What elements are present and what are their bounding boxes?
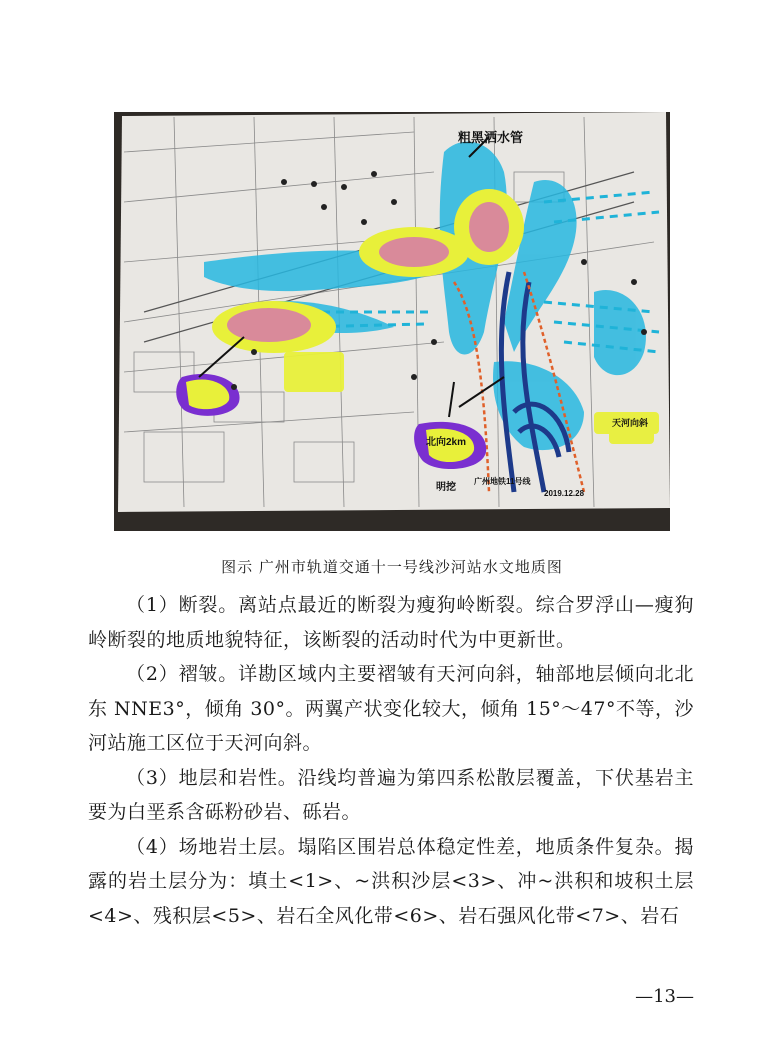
paragraph-strata: （3）地层和岩性。沿线均普遍为第四系松散层覆盖，下伏基岩主要为白垩系含砾粉砂岩、砾岩。 xyxy=(88,766,694,823)
figure-caption: 图示 广州市轨道交通十一号线沙河站水文地质图 xyxy=(221,558,563,576)
page-number: —13— xyxy=(635,986,694,1007)
note-line: 广州地铁11号线 xyxy=(474,477,531,486)
body-text xyxy=(88,588,694,933)
hydrogeological-map-photo xyxy=(114,112,670,531)
paragraph-soil-layers: （4）场地岩土层。塌陷区围岩总体稳定性差，地质条件复杂。揭露的岩土层分为：填土<1>、~洪积沙层<3>、冲~洪积和坡积土层<4>、残积层<5>、岩石全风化带<6>、岩石强风化带<7>、岩石 xyxy=(88,835,694,927)
paragraph-fold: （2）褶皱。详勘区域内主要褶皱有天河向斜，轴部地层倾向北北东 NNE3°，倾角 30°。两翼产状变化较大，倾角 15°～47°不等，沙河站施工区位于天河向斜。 xyxy=(88,663,694,754)
note-syncline: 天河向斜 xyxy=(612,418,649,428)
note-top: 粗黑洒水管 xyxy=(458,130,524,145)
note-date: 2019.12.28 xyxy=(544,489,585,498)
paragraph-fault: （1）断裂。离站点最近的断裂为瘦狗岭断裂。综合罗浮山—瘦狗岭断裂的地质地貌特征，该断裂的活动时代为中更新世。 xyxy=(88,594,694,651)
note-open-cut: 明挖 xyxy=(436,482,456,493)
note-north: 北向2km xyxy=(426,437,467,448)
